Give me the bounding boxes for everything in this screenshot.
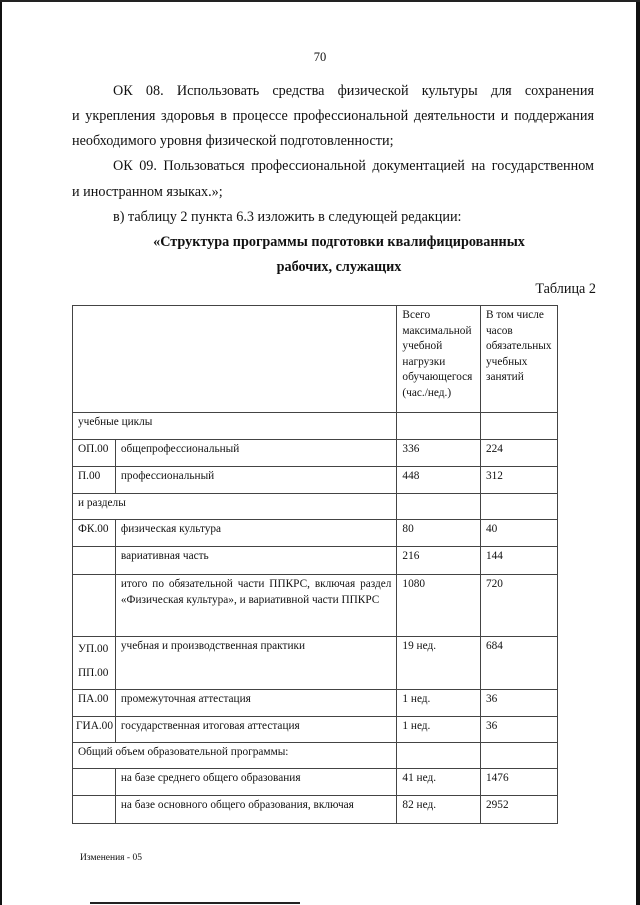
section-label: учебные циклы [73,413,397,440]
header-total-hours: Всего максимальной учебной нагрузки обучающегося (час./нед.) [397,306,481,413]
page-number: 70 [313,50,327,64]
table-row [73,796,558,824]
cell-name: вариативная часть [115,547,397,575]
cell-code: ПА.00 [73,690,116,717]
paragraph-ok09-line2: и иностранном языках.»; [72,184,223,200]
cell-name: профессиональный [115,467,397,494]
cell-code: ОП.00 [73,440,116,467]
footer-revision: Изменения - 05 [80,853,142,863]
code-pp: ПП.00 [78,667,109,679]
cell-total: 19 нед. [397,637,481,690]
cell-code: ГИА.00 [73,717,116,743]
cell-code: П.00 [73,467,116,494]
cell-code [73,637,116,690]
cell-total: 1 нед. [397,717,481,743]
cell-total: 80 [397,520,481,547]
cell-total: 1080 [397,575,481,637]
cell-name: на базе основного общего образования, включая [115,796,397,824]
cell-mandatory: 144 [481,547,558,575]
table-heading-line2: рабочих, служащих [276,259,402,275]
table-row [73,637,558,690]
cell-name: общепрофессиональный [115,440,397,467]
cell-mandatory [481,494,558,520]
cell-total: 1 нед. [397,690,481,717]
table-label: Таблица 2 [535,281,596,297]
cell-total: 448 [397,467,481,494]
cell-name: промежуточная аттестация [115,690,397,717]
cell-mandatory: 2952 [481,796,558,824]
table-row [73,717,558,743]
scan-edge-top [0,0,640,2]
table-heading-line1: «Структура программы подготовки квалифицированных [153,234,525,250]
cell-name: итого по обязательной части ППКРС, включая раздел «Физическая культура», и вариативной части ППКРС [115,575,397,637]
cell-code [73,769,116,796]
table-row-section [73,494,558,520]
paragraph-ok08-line3: необходимого уровня физической подготовленности; [72,133,394,149]
cell-mandatory: 1476 [481,769,558,796]
cell-code [73,575,116,637]
table-row [73,547,558,575]
scan-edge-right [636,0,640,905]
table-row-section [73,413,558,440]
table-row [73,440,558,467]
table-row [73,690,558,717]
cell-total: 41 нед. [397,769,481,796]
cell-total: 216 [397,547,481,575]
cell-code: ФК.00 [73,520,116,547]
section-label: Общий объем образовательной программы: [73,743,397,769]
paragraph-ok09-line1: ОК 09. Пользоваться профессиональной документацией на государственном [113,158,594,174]
cell-mandatory: 36 [481,717,558,743]
cell-mandatory: 40 [481,520,558,547]
code-up: УП.00 [78,643,109,655]
paragraph-item-v: в) таблицу 2 пункта 6.3 изложить в следующей редакции: [113,209,462,225]
cell-name: учебная и производственная практики [115,637,397,690]
cell-total [397,743,481,769]
cell-total [397,413,481,440]
scan-edge-bottom [90,902,300,904]
cell-mandatory: 684 [481,637,558,690]
paragraph-ok08-line2: и укрепления здоровья в процессе профессиональной деятельности и поддержания [72,108,594,124]
cell-mandatory: 312 [481,467,558,494]
cell-name: физическая культура [115,520,397,547]
cell-mandatory: 720 [481,575,558,637]
cell-code [73,547,116,575]
paragraph-ok08-line1: ОК 08. Использовать средства физической культуры для сохранения [113,83,594,99]
cell-total [397,494,481,520]
cell-mandatory [481,413,558,440]
cell-name: на базе среднего общего образования [115,769,397,796]
program-structure-table [72,305,558,824]
section-label: и разделы [73,494,397,520]
cell-mandatory [481,743,558,769]
cell-mandatory: 224 [481,440,558,467]
table-row [73,769,558,796]
header-mandatory-hours: В том числе часов обязательных учебных занятий [481,306,558,413]
cell-total: 82 нед. [397,796,481,824]
table-row [73,467,558,494]
table-row [73,575,558,637]
header-empty-cell [73,306,397,413]
scan-edge-left [0,0,2,905]
cell-mandatory: 36 [481,690,558,717]
cell-name: государственная итоговая аттестация [115,717,397,743]
table-header-row [73,306,558,413]
table-row-section [73,743,558,769]
cell-total: 336 [397,440,481,467]
table-row [73,520,558,547]
cell-code [73,796,116,824]
